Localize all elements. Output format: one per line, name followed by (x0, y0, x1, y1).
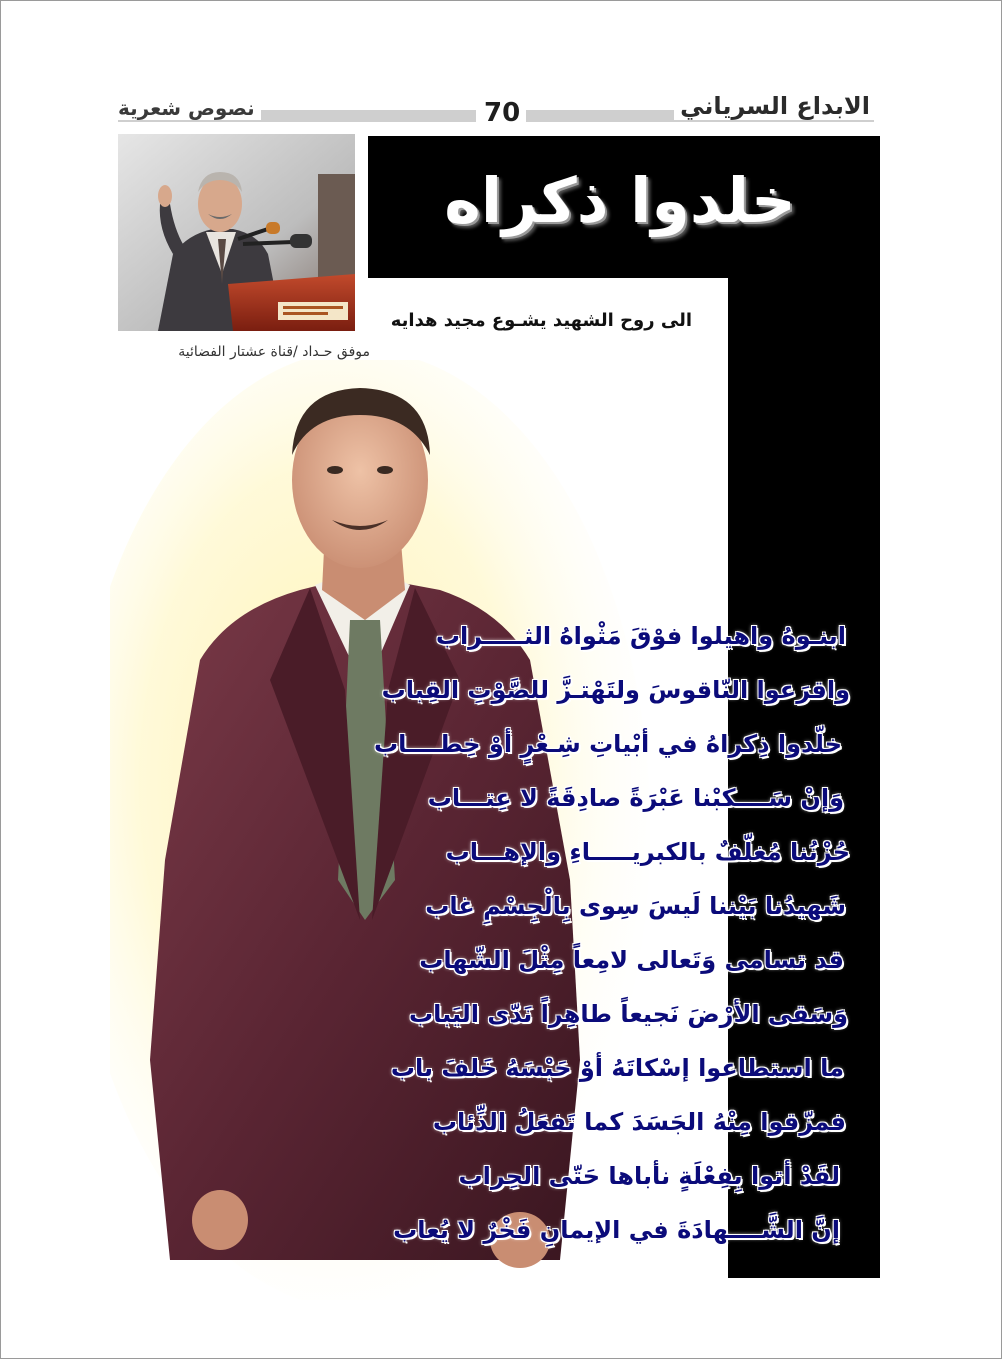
dedication: الى روح الشهيد يشـوع مجيد هدايه (390, 310, 692, 331)
verse: إنَّ الشَّــــهادَةَ في الإيمانِ فَخْرٌ لا يُعاب (393, 1216, 840, 1244)
section-label: نصوص شعرية (112, 96, 261, 120)
verse: ابنـوهُ واهيلوا فوْقَ مَثْواهُ الثـــــراب (435, 622, 846, 650)
photo-caption: موفق حـداد /قناة عشتار الفضائية (178, 344, 370, 360)
verse: ما استطاعوا إسْكاتَهُ أوْ حَبْسَهُ خَلفَ باب (390, 1054, 844, 1082)
verse: قد تسامى وَتَعالى لامِعاً مِثْلَ الشّهاب (419, 946, 844, 974)
verse: لقَدْ أتوا بِفِعْلَةٍ نأباها حَتّى الحِراب (458, 1162, 840, 1190)
page-number: 70 (478, 98, 526, 128)
verse: وَإنْ سَــــكبْنا عَبْرَةً صادِقَةً لا عِتـــاب (427, 784, 844, 812)
verse: فمزّقوا مِنْهُ الجَسَدَ كما تَفعَلُ الذِّئاب (432, 1108, 846, 1136)
verse: واقرَعوا النّاقوسَ ولتَهْتـزَّ للصَّوْتِ القِباب (381, 676, 850, 704)
poem-title: خلدوا ذكراه (444, 164, 796, 237)
verse: خلّدوا ذِكراهُ في أبْياتِ شِـعْرٍ أوْ خِطــــاب (373, 730, 842, 758)
martyr-portrait (110, 360, 670, 1300)
verse: حُزْنُنا مُغلّفٌ بالكبريـــــاءِ والإهـــاب (445, 838, 850, 866)
speaker-photo (118, 134, 355, 331)
verse: وَسَقى الأرْضَ نَجيعاً طاهِراً نَدّى اليَباب (409, 1000, 848, 1028)
verse: شَهيدُنا بَيْننا لَيسَ سِوى بِالْجِسْمِ غاب (425, 892, 846, 920)
magazine-title: الابداع السرياني (674, 92, 876, 120)
